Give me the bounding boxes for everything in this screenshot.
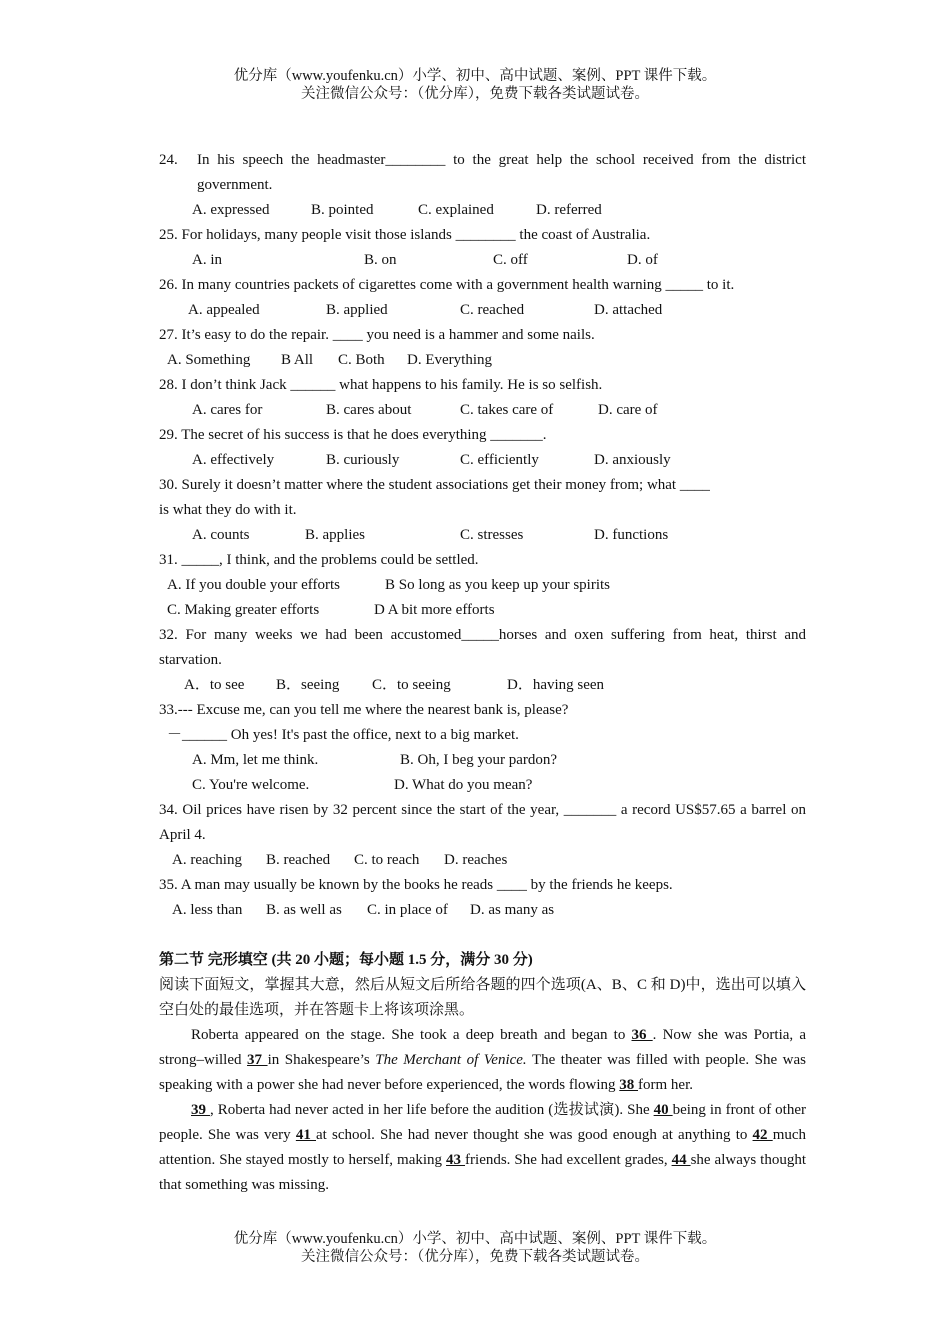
question-text: _____, I think, and the problems could be settled. — [181, 552, 479, 568]
option-a: A. expressed — [192, 202, 270, 218]
options-26 — [159, 298, 806, 323]
option-b: B．seeing — [276, 677, 340, 693]
option-c: C. Both — [338, 352, 385, 368]
page-header — [0, 67, 950, 103]
cloze-text: . Now she was Portia, a strong–willed — [159, 1027, 807, 1068]
blank-41: 41 — [295, 1127, 316, 1143]
option-d: D. as many as — [470, 902, 555, 918]
option-a: A. less than — [172, 902, 243, 918]
option-a: A. counts — [192, 527, 250, 543]
cloze-text: much attention. She stayed mostly to herself, making — [159, 1127, 807, 1168]
option-a: A. appealed — [188, 302, 260, 318]
blank-36: 36 — [631, 1027, 653, 1043]
option-d: D A bit more efforts — [374, 602, 495, 618]
footer-line-2: 关注微信公众号：（优分库），免费下载各类试题试卷。 — [301, 1249, 649, 1265]
question-number: 35. — [159, 877, 178, 893]
option-d: D. Everything — [407, 352, 492, 368]
option-b: B All — [281, 352, 314, 368]
page-footer — [0, 1230, 950, 1266]
question-33 — [159, 698, 806, 723]
question-26 — [159, 273, 806, 298]
cloze-text: she always thought that something was missing. — [159, 1152, 807, 1193]
option-c: C．to seeing — [372, 677, 451, 693]
option-a: A. Mm, let me think. — [192, 752, 319, 768]
options-32 — [159, 673, 806, 698]
options-24 — [159, 198, 806, 223]
question-text: In many countries packets of cigarettes come with a government health warning _____ to it. — [181, 277, 735, 293]
options-35 — [159, 898, 806, 923]
section-title: 第二节 完形填空 (共 20 小题；每小题 1.5 分，满分 30 分) — [159, 952, 533, 968]
option-c: C. off — [493, 252, 528, 268]
question-text: Oil prices have risen by 32 percent since the start of the year, _______ a record US$57.65 a barrel on April 4. — [159, 802, 806, 843]
section-instructions: 阅读下面短文，掌握其大意，然后从短文后所给各题的四个选项(A、B、C 和 D)中，选出可以填入空白处的最佳选项，并在答题卡上将该项涂黑。 — [159, 977, 806, 1018]
options-27 — [159, 348, 806, 373]
question-number: 25. — [159, 227, 178, 243]
question-number: 28. — [159, 377, 178, 393]
question-32 — [159, 623, 806, 673]
question-28 — [159, 373, 806, 398]
option-b: B. reached — [266, 852, 331, 868]
option-b: B. cares about — [326, 402, 412, 418]
options-29 — [159, 448, 806, 473]
question-text: For holidays, many people visit those islands ________ the coast of Australia. — [181, 227, 651, 243]
option-a: A. Something — [167, 352, 251, 368]
option-a: A. reaching — [172, 852, 242, 868]
option-c: C. in place of — [367, 902, 448, 918]
question-text: For many weeks we had been accustomed_____horses and oxen suffering from heat, thirst and starvation. — [159, 627, 807, 668]
question-text: It’s easy to do the repair. ____ you need is a hammer and some nails. — [181, 327, 595, 343]
option-b: B. applied — [326, 302, 388, 318]
blank-37: 37 — [247, 1052, 268, 1068]
footer-line-1: 优分库（www.youfenku.cn）小学、初中、高中试题、案例、PPT 课件下载。 — [233, 1231, 717, 1247]
option-b: B. Oh, I beg your pardon? — [400, 752, 558, 768]
option-c: C. takes care of — [460, 402, 554, 418]
option-d: D. functions — [594, 527, 669, 543]
question-text: In his speech the headmaster________ to the great help the school received from the district government. — [197, 152, 806, 193]
option-b: B. applies — [305, 527, 365, 543]
option-d: D. attached — [594, 302, 663, 318]
option-a: A. in — [192, 252, 222, 268]
cloze-text: , Roberta had never acted in her life before the audition (选拔试演). She — [209, 1102, 654, 1118]
option-d: D. reaches — [444, 852, 508, 868]
question-30 — [159, 473, 806, 498]
question-text: Surely it doesn’t matter where the student associations get their money from; what ____ — [181, 477, 710, 493]
question-number: 24. — [159, 152, 178, 168]
question-number: 32. — [159, 627, 178, 643]
question-number: 34. — [159, 802, 178, 818]
cloze-paragraph-1 — [159, 1023, 806, 1098]
question-text: The secret of his success is that he does everything _______. — [181, 427, 547, 443]
question-number: 27. — [159, 327, 178, 343]
blank-44: 44 — [671, 1152, 691, 1168]
options-34 — [159, 848, 806, 873]
option-d: D. What do you mean? — [394, 777, 533, 793]
cloze-text: Roberta appeared on the stage. She took a deep breath and began to — [191, 1027, 632, 1043]
blank-42: 42 — [752, 1127, 773, 1143]
question-34 — [159, 798, 806, 848]
cloze-paragraph-2 — [159, 1098, 806, 1198]
option-d: D. of — [627, 252, 658, 268]
blank-43: 43 — [446, 1152, 466, 1168]
option-b: B. on — [364, 252, 397, 268]
options-31-row1 — [159, 573, 806, 598]
question-text: --- Excuse me, can you tell me where the nearest bank is, please? — [177, 702, 569, 718]
options-25 — [159, 248, 806, 273]
question-30-continued: is what they do with it. — [159, 502, 297, 518]
options-33-row2 — [159, 773, 806, 798]
question-text: A man may usually be known by the books he reads ____ by the friends he keeps. — [180, 877, 673, 893]
question-29 — [159, 423, 806, 448]
option-c: C. to reach — [354, 852, 420, 868]
option-c: C. efficiently — [460, 452, 539, 468]
option-b: B So long as you keep up your spirits — [385, 577, 610, 593]
cloze-text: friends. She had excellent grades, — [465, 1152, 672, 1168]
blank-39: 39 — [191, 1102, 210, 1118]
option-c: C. Making greater efforts — [167, 602, 320, 618]
question-31 — [159, 548, 806, 573]
header-line-2: 关注微信公众号：（优分库），免费下载各类试题试卷。 — [301, 86, 649, 102]
options-31-row2 — [159, 598, 806, 623]
cloze-text: at school. She had never thought she was good enough at anything to — [316, 1127, 753, 1143]
options-30 — [159, 523, 806, 548]
option-d: D. care of — [598, 402, 658, 418]
question-number: 29. — [159, 427, 178, 443]
question-27 — [159, 323, 806, 348]
option-d: D. referred — [536, 202, 602, 218]
option-d: D．having seen — [507, 677, 605, 693]
option-a: A. cares for — [192, 402, 263, 418]
option-a: A．to see — [184, 677, 245, 693]
question-number: 26. — [159, 277, 178, 293]
option-c: C. stresses — [460, 527, 524, 543]
blank-38: 38 — [619, 1077, 639, 1093]
question-number: 31. — [159, 552, 178, 568]
blank-40: 40 — [653, 1102, 673, 1118]
option-d: D. anxiously — [594, 452, 671, 468]
question-text: I don’t think Jack ______ what happens to his family. He is so selfish. — [181, 377, 603, 393]
question-number: 30. — [159, 477, 178, 493]
cloze-text: being in front of other people. She was very — [159, 1102, 807, 1143]
question-24 — [159, 148, 806, 198]
cloze-text: in Shakespeare’s — [267, 1052, 376, 1068]
header-line-1: 优分库（www.youfenku.cn）小学、初中、高中试题、案例、PPT 课件下载。 — [233, 68, 717, 84]
option-c: C. reached — [460, 302, 525, 318]
options-28 — [159, 398, 806, 423]
cloze-text: The theater was filled with people. She was speaking with a power she had never before experienced, the words flowing — [159, 1052, 806, 1093]
options-33-row1 — [159, 748, 806, 773]
option-a: A. If you double your efforts — [167, 577, 341, 593]
option-b: B. as well as — [266, 902, 342, 918]
document-body — [159, 148, 806, 1198]
play-title: The Merchant of Venice. — [375, 1052, 527, 1068]
option-a: A. effectively — [192, 452, 275, 468]
question-33-reply: －______ Oh yes! It's past the office, next to a big market. — [167, 727, 519, 743]
question-25 — [159, 223, 806, 248]
option-b: B. curiously — [326, 452, 400, 468]
question-35 — [159, 873, 806, 898]
cloze-text: form her. — [638, 1077, 693, 1093]
option-c: C. You're welcome. — [192, 777, 310, 793]
option-b: B. pointed — [311, 202, 374, 218]
question-number: 33. — [159, 702, 178, 718]
option-c: C. explained — [418, 202, 494, 218]
